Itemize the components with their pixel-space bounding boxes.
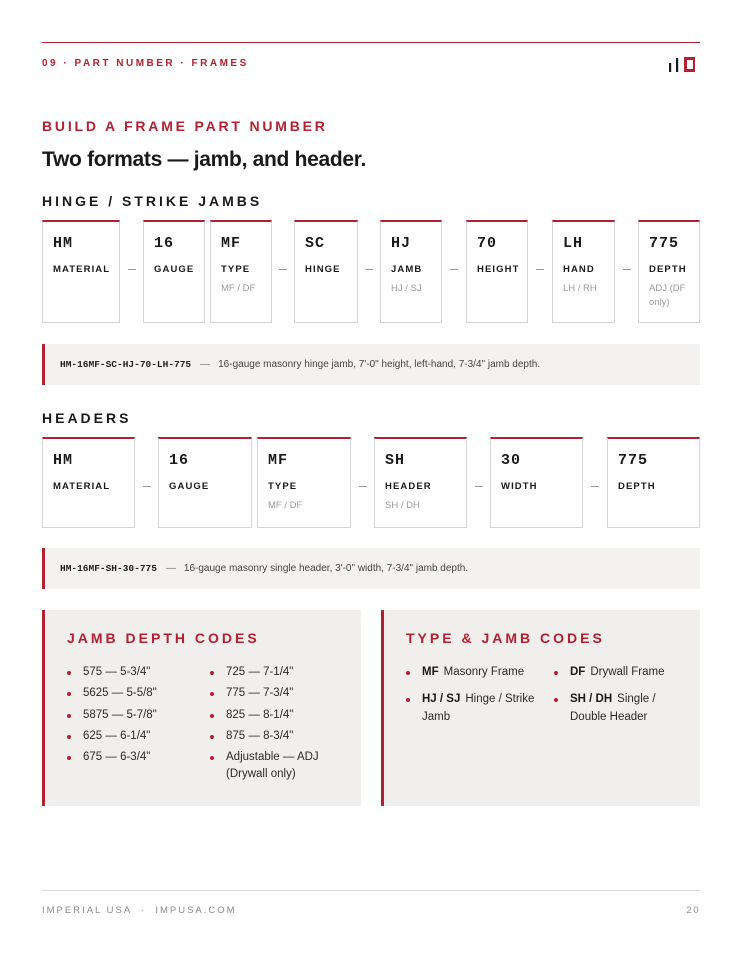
list-item-text: 775 — 7-3/4"	[226, 687, 294, 700]
segment-separator	[475, 486, 483, 487]
footer-company: IMPERIAL USA	[42, 905, 133, 916]
list-item	[67, 749, 197, 766]
bullet-icon	[67, 671, 71, 675]
segment-code: HM	[53, 235, 74, 252]
jamb-example-part-number: HM-16MF-SC-HJ-70-LH-775	[60, 359, 192, 370]
code-definition: Hinge / Strike Jamb	[422, 693, 535, 723]
segment-depth	[638, 220, 700, 323]
bullet-icon	[67, 756, 71, 760]
header-example-description: 16-gauge masonry single header, 3'-0" width, 7-3/4" jamb depth.	[183, 563, 469, 574]
list-item-text: 675 — 6-3/4"	[83, 751, 151, 763]
bullet-icon	[554, 698, 558, 702]
segment-label: HINGE	[305, 264, 341, 275]
list-item	[67, 707, 197, 724]
code-definition: Masonry Frame	[443, 666, 525, 678]
kicker: BUILD A FRAME PART NUMBER	[42, 118, 328, 134]
bullet-icon	[210, 671, 214, 675]
list-item	[210, 685, 340, 702]
segment-code: 30	[501, 452, 522, 469]
segment-code: SC	[305, 235, 326, 252]
jamb-segment-row	[42, 220, 700, 323]
list-item-text: 875 — 8-3/4"	[226, 729, 294, 742]
segment-separator	[365, 269, 373, 270]
segment-label: DEPTH	[618, 481, 656, 492]
code-definition: Single / Double Header	[570, 693, 656, 723]
section-label: 09 · PART NUMBER · FRAMES	[42, 58, 249, 69]
segment-options: ADJ (DF only)	[649, 283, 686, 308]
list-item-text: 5625 — 5-5/8"	[83, 687, 157, 700]
header-example-separator: —	[165, 563, 176, 574]
bullet-icon	[67, 735, 71, 739]
segment-label: GAUGE	[169, 481, 210, 492]
jamb-example-description: 16-gauge masonry hinge jamb, 7'-0" height, left-hand, 7-3/4" jamb depth.	[218, 359, 541, 370]
segment-label: TYPE	[268, 481, 298, 492]
segment-code: 16	[169, 452, 190, 469]
headers-heading: HEADERS	[42, 410, 132, 426]
list-item	[210, 749, 340, 784]
segment-code: SH	[385, 452, 406, 469]
list-item	[406, 691, 536, 726]
segment-separator	[128, 269, 136, 270]
segment-type	[257, 437, 351, 528]
segment-width	[490, 437, 583, 528]
segment-options: MF / DF	[221, 283, 256, 294]
segment-code: LH	[563, 235, 584, 252]
code-term: HJ / SJ	[422, 693, 461, 706]
depth-codes-list-left	[67, 664, 197, 770]
footer-middot: ·	[141, 905, 147, 916]
list-item-text: 725 — 7-1/4"	[226, 666, 294, 678]
list-item	[210, 728, 340, 745]
bullet-icon	[210, 692, 214, 696]
segment-material	[42, 437, 135, 528]
segment-label: MATERIAL	[53, 264, 111, 275]
segment-label: TYPE	[221, 264, 251, 275]
bullet-icon	[210, 714, 214, 718]
segment-separator	[450, 269, 458, 270]
segment-options: LH / RH	[563, 283, 597, 294]
list-item	[554, 691, 694, 726]
header-example-part-number: HM-16MF-SH-30-775	[60, 563, 157, 574]
footer-website: IMPUSA.COM	[155, 905, 237, 916]
segment-separator	[143, 486, 151, 487]
segment-separator	[279, 269, 287, 270]
segment-label: HAND	[563, 264, 595, 275]
bullet-icon	[406, 671, 410, 675]
segment-separator	[591, 486, 599, 487]
page-title: Two formats — jamb, and header.	[42, 148, 367, 171]
list-item	[67, 664, 197, 681]
segment-label: DEPTH	[649, 264, 687, 275]
jambs-heading: HINGE / STRIKE JAMBS	[42, 193, 263, 209]
jamb-example-separator: —	[200, 359, 211, 370]
bullet-icon	[554, 671, 558, 675]
segment-code: HM	[53, 452, 74, 469]
bullet-icon	[67, 714, 71, 718]
segment-code: HJ	[391, 235, 412, 252]
type-codes-list-right	[554, 664, 694, 736]
code-term: SH / DH	[570, 693, 613, 706]
type-codes-card	[381, 610, 700, 806]
segment-label: WIDTH	[501, 481, 538, 492]
type-codes-title: TYPE & JAMB CODES	[406, 630, 605, 646]
top-rule	[42, 42, 700, 43]
list-item	[554, 664, 694, 681]
code-term: DF	[570, 666, 586, 678]
type-codes-list-left	[406, 664, 536, 736]
depth-codes-card	[42, 610, 361, 806]
segment-hand	[552, 220, 615, 323]
segment-type	[210, 220, 272, 323]
segment-options: SH / DH	[385, 500, 420, 511]
segment-code: 775	[618, 452, 649, 469]
segment-code: MF	[268, 452, 289, 469]
list-item	[210, 664, 340, 681]
list-item	[67, 728, 197, 745]
bullet-icon	[406, 698, 410, 702]
depth-codes-title: JAMB DEPTH CODES	[67, 630, 260, 646]
code-term: MF	[422, 666, 439, 678]
list-item	[67, 685, 197, 702]
segment-label: MATERIAL	[53, 481, 111, 492]
segment-options: MF / DF	[268, 500, 303, 511]
list-item	[210, 707, 340, 724]
segment-label: JAMB	[391, 264, 423, 275]
list-item-text: 625 — 6-1/4"	[83, 729, 151, 742]
segment-height	[466, 220, 528, 323]
header-segment-row	[42, 437, 700, 528]
code-definition: Drywall Frame	[590, 666, 665, 678]
bullet-icon	[67, 692, 71, 696]
imperial-logo-icon	[668, 54, 700, 74]
segment-separator	[623, 269, 631, 270]
bullet-icon	[210, 735, 214, 739]
segment-label: GAUGE	[154, 264, 195, 275]
segment-code: 775	[649, 235, 680, 252]
list-item-text: Adjustable — ADJ (Drywall only)	[226, 751, 319, 781]
segment-gauge	[158, 437, 252, 528]
depth-codes-list-right	[210, 664, 340, 788]
segment-material	[42, 220, 120, 323]
segment-jamb	[380, 220, 442, 323]
list-item	[406, 664, 536, 681]
segment-hinge	[294, 220, 358, 323]
segment-separator	[359, 486, 367, 487]
bullet-icon	[210, 756, 214, 760]
segment-header	[374, 437, 467, 528]
segment-code: 16	[154, 235, 175, 252]
segment-label: HEADER	[385, 481, 432, 492]
page-number: 20	[686, 905, 700, 916]
footer-rule	[42, 890, 700, 891]
footer-brand	[42, 905, 237, 916]
segment-code: 70	[477, 235, 498, 252]
jamb-example	[42, 344, 700, 385]
list-item-text: 5875 — 5-7/8"	[83, 708, 157, 721]
segment-gauge	[143, 220, 205, 323]
list-item-text: 825 — 8-1/4"	[226, 708, 294, 721]
segment-separator	[536, 269, 544, 270]
header-example	[42, 548, 700, 589]
segment-code: MF	[221, 235, 242, 252]
segment-label: HEIGHT	[477, 264, 520, 275]
segment-depth	[607, 437, 700, 528]
segment-options: HJ / SJ	[391, 283, 422, 294]
list-item-text: 575 — 5-3/4"	[83, 666, 151, 678]
